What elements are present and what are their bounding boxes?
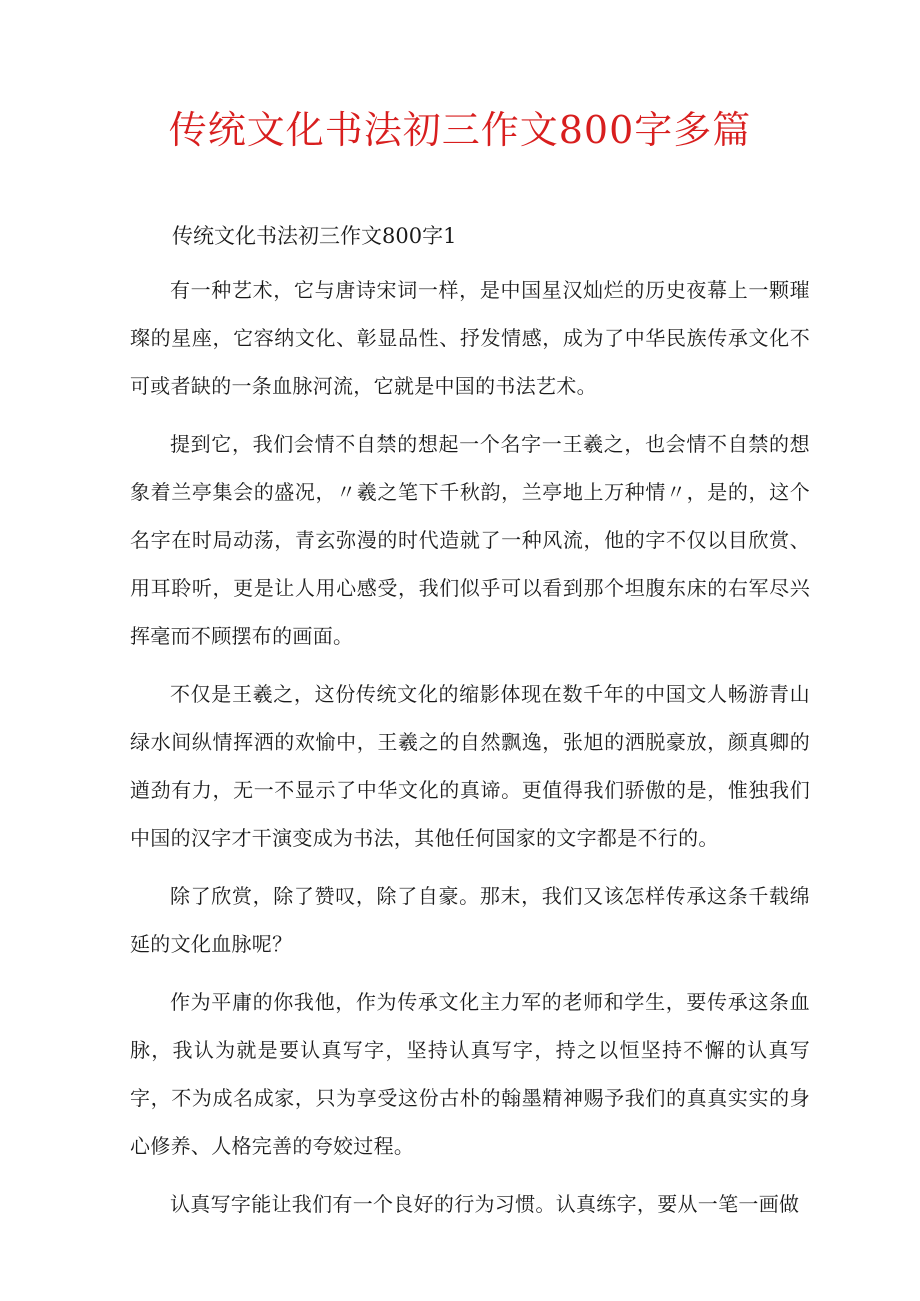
- paragraph: 有一种艺术，它与唐诗宋词一样，是中国星汉灿烂的历史夜幕上一颗璀璨的星座，它容纳文化、彰显品性、抒发情感，成为了中华民族传承文化不可或者缺的一条血脉河流，它就是中国的书法艺术。: [130, 278, 810, 398]
- document-body: [130, 266, 810, 1238]
- paragraph: 提到它，我们会情不自禁的想起一个名字一王羲之，也会情不自禁的想象着兰亭集会的盛况，〃羲之笔下千秋韵，兰亭地上万种情〃，是的，这个名字在时局动荡，青玄弥漫的时代造就了一种风流，他的字不仅以目欣赏、用耳聆听，更是让人用心感受，我们似乎可以看到那个坦腹东床的右军尽兴挥毫而不顾摆布的画面。: [130, 432, 810, 648]
- section-heading: 传统文化书法初三作文800字1: [172, 224, 457, 248]
- paragraph: 作为平庸的你我他，作为传承文化主力军的老师和学生，要传承这条血脉，我认为就是要认真写字，坚持认真写字，持之以恒坚持不懈的认真写字，不为成名成家，只为享受这份古朴的翰墨精神赐予我们的真真实实的身心修养、人格完善的夸姣过程。: [130, 990, 810, 1158]
- paragraph: 除了欣赏，除了赞叹，除了自豪。那末，我们又该怎样传承这条千载绵延的文化血脉呢？: [130, 884, 810, 956]
- paragraph: 不仅是王羲之，这份传统文化的缩影体现在数千年的中国文人畅游青山绿水间纵情挥洒的欢愉中，王羲之的自然飘逸，张旭的洒脱豪放，颜真卿的遒劲有力，无一不显示了中华文化的真谛。更值得我们骄傲的是，惟独我们中国的汉字才干演变成为书法，其他任何国家的文字都是不行的。: [130, 682, 810, 850]
- paragraph: 认真写字能让我们有一个良好的行为习惯。认真练字，要从一笔一画做: [170, 1192, 800, 1216]
- document-title: 传统文化书法初三作文800字多篇: [168, 108, 752, 152]
